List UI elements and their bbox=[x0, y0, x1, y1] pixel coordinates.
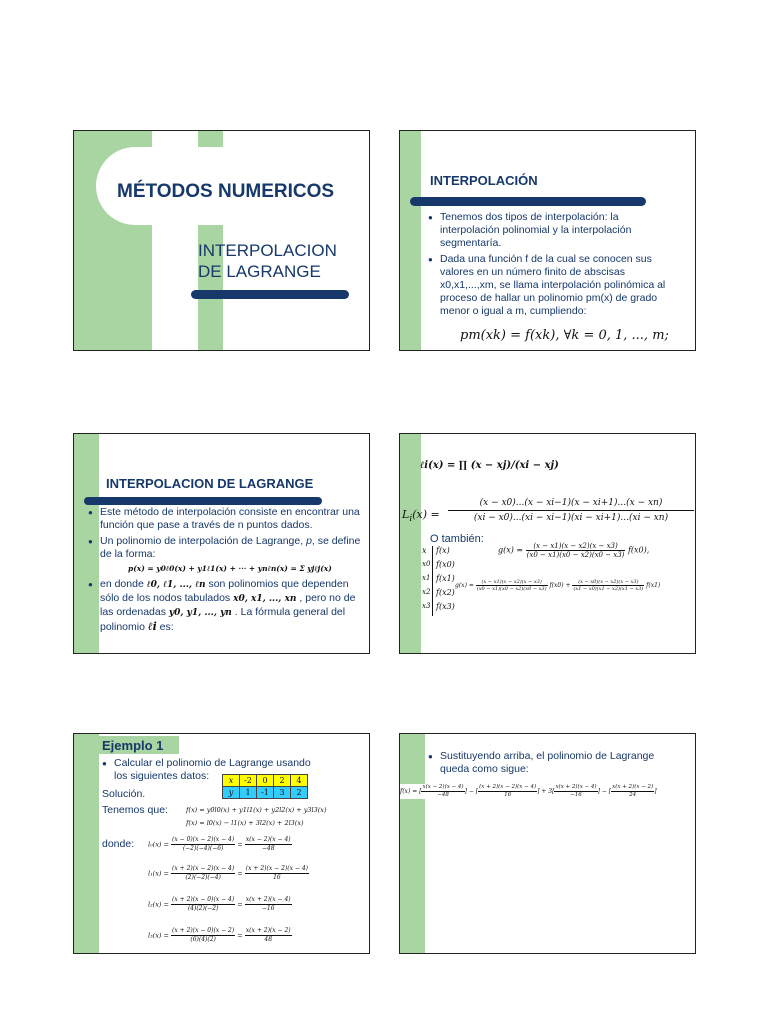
xf-row: x3 f(x3) bbox=[422, 602, 458, 616]
formula-f-general: f(x) = y0l0(x) + y1l1(x) + y2l2(x) + y3l3(x) bbox=[186, 806, 327, 814]
xf-row: x f(x) bbox=[422, 546, 458, 560]
formula-g-cubic-first: g(x) = $\frac{(x - x1)(x - x2)(x - x3)}{(x0 - x1)(x0 - x2)(x0 - x3)}$ f(x0), bbox=[498, 542, 650, 559]
accent-bar bbox=[84, 497, 322, 505]
data-row-x: x -2 0 2 4 bbox=[223, 775, 308, 787]
donde-label: donde: bbox=[102, 838, 135, 850]
formula-l1: l₁(x) = $\frac{(x + 2)(x - 2)(x - 4)}{(2)(-2)(-4)}$ = $\frac{(x + 2)(x - 2)(x - 4)}{16}$ bbox=[148, 865, 308, 881]
bullet-list bbox=[428, 750, 658, 776]
slide-title: INTERPOLACION DE LAGRANGE bbox=[106, 476, 314, 491]
bullet-item-1: ● Calcular el polinomio de Lagrange usando los siguientes datos: bbox=[102, 757, 311, 782]
bullet-list bbox=[428, 211, 678, 321]
bullet-list bbox=[88, 506, 368, 634]
formula-condition: pm(xk) = f(xk), ∀k = 0, 1, ..., m; bbox=[460, 328, 669, 343]
formula-l0: l₀(x) = $\frac{(x - 0)(x - 2)(x - 4)}{(-2)(-4)(-6)}$ = $\frac{x(x - 2)(x - 4)}{-48}$ bbox=[148, 836, 291, 852]
subtitle-line1: INTERPOLACION bbox=[198, 241, 337, 260]
formula-Li-denominator: (xi − x0)...(xi − xi−1)(xi − xi+1)...(xi − xn) bbox=[473, 513, 669, 523]
green-band bbox=[400, 434, 421, 654]
formula-lagrange-sum: p(x) = y0ℓ0(x) + y1ℓ1(x) + ··· + ynℓn(x) = Σ yjℓj(x) bbox=[128, 564, 332, 573]
formula-l3: l₃(x) = $\frac{(x + 2)(x - 0)(x - 2)}{(6)(4)(2)}$ = $\frac{x(x + 2)(x - 2)}{48}$ bbox=[148, 927, 291, 943]
data-table bbox=[222, 774, 308, 799]
slide-4 bbox=[399, 433, 696, 654]
solucion-label: Solución. bbox=[102, 788, 146, 800]
bullet-item-3: ● en donde ℓ0, ℓ1, ..., ℓn son polinomios que dependen sólo de los nodos tabulados x0, x1, ..., xn , pero no de las ordenadas y0, y1, ..., yn . La fórmula general del polinomio ℓi es: bbox=[88, 578, 356, 633]
slide-title: Ejemplo 1 bbox=[102, 738, 164, 753]
subtitle-line2: DE LAGRANGE bbox=[198, 262, 321, 281]
bullet-item-2: ● Dada una función f de la cual se conocen sus valores en un número finito de abscisas x0,x1,...,xm, se llama interpolación polinómica al proceso de hallar un polinomio pm(x) de grado menor o igual a m, cumpliendo: bbox=[428, 253, 678, 318]
slide-5 bbox=[73, 733, 370, 954]
accent-bar bbox=[410, 197, 646, 206]
formula-Li-label: $L_i(x)$ = bbox=[402, 508, 440, 525]
formula-l2: l₂(x) = $\frac{(x + 2)(x - 0)(x - 4)}{(4)(2)(-2)}$ = $\frac{x(x + 2)(x - 4)}{-16}$ bbox=[148, 896, 291, 912]
slide-3 bbox=[73, 433, 370, 654]
data-row-y: y 1 -1 3 2 bbox=[223, 787, 308, 799]
tenemos-label: Tenemos que: bbox=[102, 804, 168, 816]
slide-2 bbox=[399, 130, 696, 351]
formula-g-cubic-full: g(x) = $\frac{(x - x1)(x - x2)(x - x3)}{(x0 - x1)(x0 - x2)(x0 - x3)}$ f(x0) + $\frac{(x - x0)(x - x2)(x - x3)}{(x1 - x0)(x1 - x2)(x1 - x3)}$ f(x1) bbox=[455, 579, 661, 592]
formula-f-substituted: f(x) = l0(x) − l1(x) + 3l2(x) + 2l3(x) bbox=[186, 819, 304, 827]
tambien-label: O también: bbox=[430, 533, 484, 545]
green-band bbox=[400, 131, 421, 351]
slide-title: MÉTODOS NUMERICOS bbox=[117, 181, 335, 202]
slide-6 bbox=[399, 733, 696, 954]
formula-Li-fraction bbox=[448, 498, 694, 523]
green-band bbox=[74, 734, 99, 954]
xf-row: x1 f(x1) bbox=[422, 574, 458, 588]
bullet-item-1: ● Este método de interpolación consiste en encontrar una función que pase a través de n puntos dados. bbox=[88, 506, 360, 531]
bullet-item-1: ● Sustituyendo arriba, el polinomio de Lagrange queda como sigue: bbox=[428, 750, 655, 775]
xf-row: x0 f(x0) bbox=[422, 560, 458, 574]
formula-final-polynomial: f(x) = [ $\frac{x(x - 2)(x - 4)}{-48}$ ] − [ $\frac{(x + 2)(x - 2)(x - 4)}{16}$ ] + 3[ $\frac{x(x + 2)(x - 4)}{-16}$ ] − [ $\frac{x(x + 2)(x - 2)}{24}$ ] bbox=[400, 784, 696, 799]
green-band bbox=[400, 734, 425, 954]
xf-table bbox=[422, 546, 458, 616]
accent-bar bbox=[191, 290, 349, 299]
slide-1 bbox=[73, 130, 370, 351]
bullet-item-1: ● Tenemos dos tipos de interpolación: la interpolación polinomial y la interpolación segmentaría. bbox=[428, 211, 678, 250]
xf-row: x2 f(x2) bbox=[422, 588, 458, 602]
bullet-item-2: ● Un polinomio de interpolación de Lagrange, p, se define de la forma: bbox=[88, 535, 361, 560]
formula-Li-numerator: (x − x0)...(x − xi−1)(x − xi+1)...(x − xn) bbox=[448, 498, 694, 511]
slide-title: INTERPOLACIÓN bbox=[430, 173, 538, 188]
formula-li-product: ℓi(x) = ∏ (x − xj)/(xi − xj) bbox=[420, 460, 559, 471]
